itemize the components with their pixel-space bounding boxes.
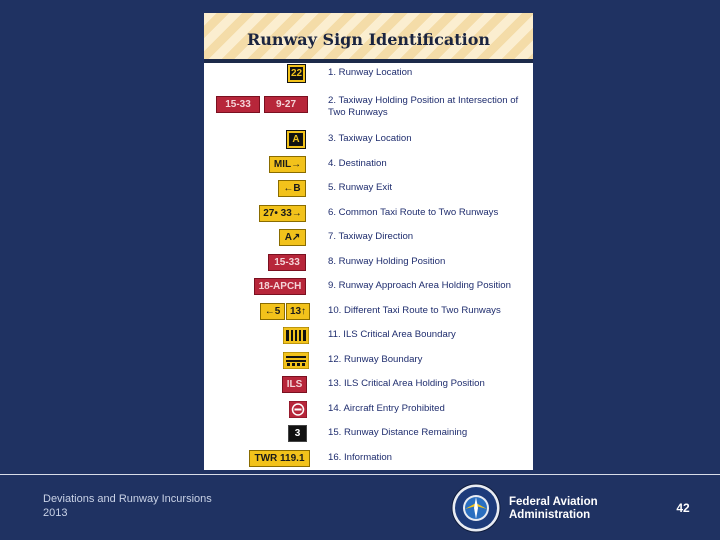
sign-row-2 — [204, 92, 533, 126]
sign-row-10 — [204, 300, 533, 324]
sign-description: 15. Runway Distance Remaining — [328, 427, 468, 438]
sign-row-6 — [204, 202, 533, 226]
sign-row-15 — [204, 422, 533, 446]
sign-taxi-route-left: ←5 — [260, 303, 285, 320]
sign-taxiway-direction: A↗ — [279, 229, 306, 246]
sign-row-8 — [204, 251, 533, 275]
sign-common-taxi-route: 27• 33→ — [259, 205, 306, 222]
sign-row-16 — [204, 447, 533, 470]
sign-description: 7. Taxiway Direction — [328, 231, 414, 242]
sign-description: 12. Runway Boundary — [328, 354, 423, 365]
footer-year: 2013 — [43, 506, 68, 519]
runway-sign-poster — [204, 13, 533, 470]
sign-description: 3. Taxiway Location — [328, 133, 412, 144]
sign-taxiway-location: A — [287, 131, 305, 148]
sign-description: 6. Common Taxi Route to Two Runways — [328, 207, 499, 218]
sign-description: 11. ILS Critical Area Boundary — [328, 329, 456, 340]
faa-seal-icon — [451, 483, 501, 533]
sign-row-1 — [204, 62, 533, 86]
agency-name-line1: Federal Aviation — [509, 496, 598, 508]
sign-row-3 — [204, 128, 533, 152]
footer-title: Deviations and Runway Incursions — [43, 493, 212, 505]
sign-description: 4. Destination — [328, 158, 387, 169]
sign-row-12 — [204, 349, 533, 373]
sign-description: 8. Runway Holding Position — [328, 256, 446, 267]
sign-description: 2. Taxiway Holding Position at Intersection of Two Runways — [328, 95, 519, 118]
sign-description: 9. Runway Approach Area Holding Position — [328, 280, 511, 291]
sign-row-5 — [204, 177, 533, 201]
sign-runway-exit: ←B — [278, 180, 306, 197]
no-entry-sign-icon — [289, 401, 307, 418]
page-number: 42 — [676, 501, 690, 515]
sign-taxiway-holding-right: 9-27 — [264, 96, 308, 113]
sign-runway-holding-position: 15-33 — [268, 254, 306, 271]
sign-row-13 — [204, 373, 533, 397]
sign-row-11 — [204, 324, 533, 348]
sign-description: 13. ILS Critical Area Holding Position — [328, 378, 485, 389]
sign-row-7 — [204, 226, 533, 250]
runway-boundary-sign-icon — [283, 352, 309, 369]
sign-row-14 — [204, 398, 533, 422]
sign-distance-remaining: 3 — [288, 425, 307, 442]
sign-row-9 — [204, 275, 533, 299]
sign-description: 5. Runway Exit — [328, 182, 392, 193]
sign-information: TWR 119.1 — [249, 450, 310, 467]
ils-boundary-sign-icon — [283, 327, 309, 344]
poster-title: Runway Sign Identification — [246, 30, 491, 49]
sign-description: 16. Information — [328, 452, 392, 463]
sign-description: 14. Aircraft Entry Prohibited — [328, 403, 445, 414]
footer-caption — [43, 493, 283, 521]
sign-row-4 — [204, 153, 533, 177]
sign-description: 1. Runway Location — [328, 67, 413, 78]
sign-runway-location: 22 — [288, 65, 305, 82]
agency-name — [509, 496, 649, 521]
agency-name-line2: Administration — [509, 508, 591, 521]
sign-description: 10. Different Taxi Route to Two Runways — [328, 305, 501, 316]
sign-taxiway-holding-left: 15-33 — [216, 96, 260, 113]
sign-destination: MIL→ — [269, 156, 306, 173]
sign-approach-area-holding: 18-APCH — [254, 278, 306, 295]
sign-taxi-route-right: 13↑ — [286, 303, 310, 320]
footer-divider — [0, 474, 720, 475]
sign-ils-holding: ILS — [282, 376, 307, 393]
